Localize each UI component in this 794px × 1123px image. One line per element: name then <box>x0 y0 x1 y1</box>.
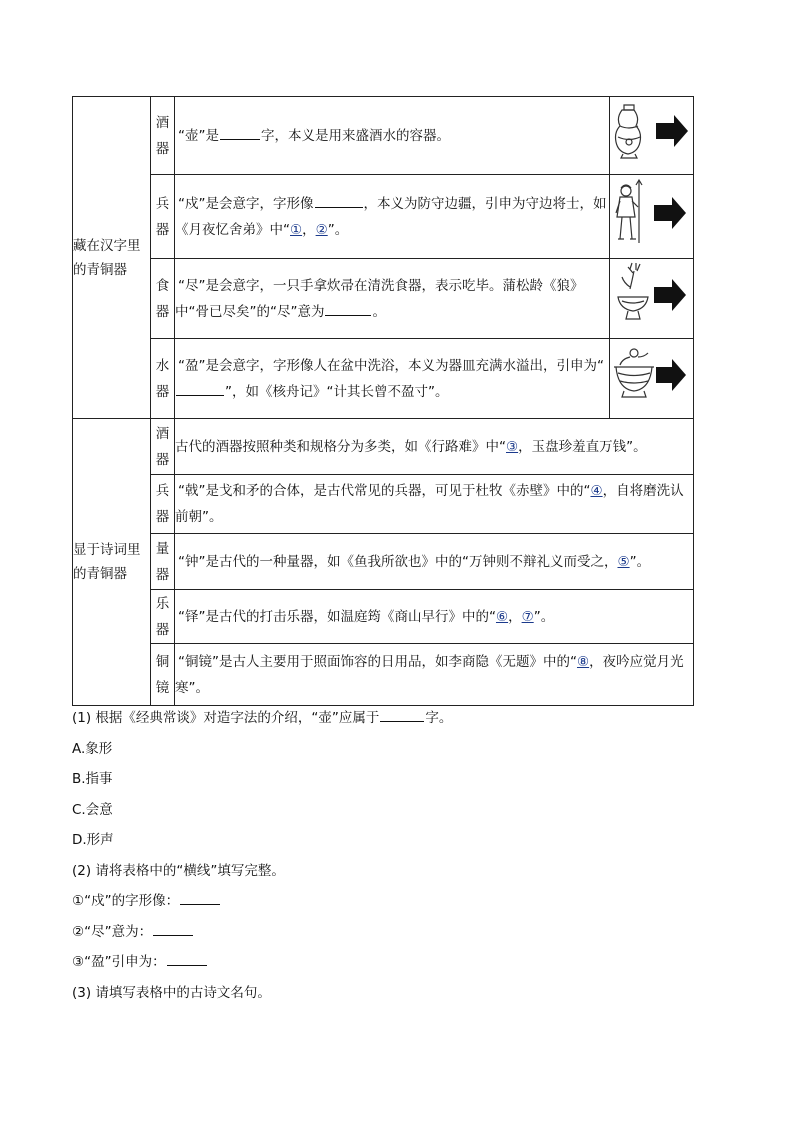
description-cell: “戟”是戈和矛的合体，是古代常见的兵器，可见于杜牧《赤壁》中的“④，自将磨洗认前朝”。 <box>175 475 694 534</box>
question-2-item: ①“戍”的字形像： <box>72 886 712 917</box>
question-2-item: ②“尽”意为： <box>72 917 712 948</box>
table-row <box>73 419 694 475</box>
description-cell: “尽”是会意字，一只手拿炊帚在清洗食器，表示吃毕。蒲松龄《狼》中“骨已尽矣”的“尽”意为 。 <box>175 259 610 339</box>
description-cell: “铜镜”是古人主要用于照面饰容的日用品，如李商隐《无题》中的“⑧，夜吟应觉月光寒”。 <box>175 644 694 706</box>
question-2-item: ③“盈”引申为： <box>72 947 712 978</box>
answer-blank[interactable] <box>380 707 424 722</box>
option-c[interactable]: C.会意 <box>72 801 113 818</box>
answer-blank[interactable] <box>176 381 224 396</box>
table-row <box>73 644 694 706</box>
table-row <box>73 590 694 644</box>
image-cell <box>610 175 694 259</box>
answer-blank[interactable] <box>315 193 363 208</box>
questions-section <box>72 703 712 1008</box>
soldier-icon <box>610 175 694 249</box>
table-row <box>73 175 694 259</box>
question-2: (2) 请将表格中的“横线”填写完整。 <box>72 862 285 879</box>
category-cell: 酒器 <box>151 97 175 175</box>
answer-blank[interactable] <box>167 951 207 966</box>
description-cell: “戍”是会意字，字形像 ，本义为防守边疆，引申为守边将士，如《月夜忆舍弟》中“①，②”。 <box>175 175 610 259</box>
answer-blank[interactable] <box>220 125 260 140</box>
table-row <box>73 475 694 534</box>
category-cell: 兵器 <box>151 475 175 534</box>
category-cell: 乐器 <box>151 590 175 644</box>
question-3: (3) 请填写表格中的古诗文名句。 <box>72 984 271 1001</box>
section-title-hanzi: 藏在汉字里的青铜器 <box>73 97 151 419</box>
option-a[interactable]: A.象形 <box>72 740 113 757</box>
description-cell: “钟”是古代的一种量器，如《鱼我所欲也》中的“万钟则不辩礼义而受之，⑤”。 <box>175 534 694 590</box>
answer-blank[interactable] <box>153 921 193 936</box>
bronze-table <box>72 96 694 706</box>
question-1: (1) 根据《经典常谈》对造字法的介绍，“壶”应属于 字。 <box>72 703 712 734</box>
table-row <box>73 259 694 339</box>
description-cell: “壶”是 字，本义是用来盛酒水的容器。 <box>175 97 610 175</box>
table-row <box>73 534 694 590</box>
option-b[interactable]: B.指事 <box>72 771 113 787</box>
option-d[interactable]: D.形声 <box>72 832 114 848</box>
food-vessel-icon <box>610 259 694 329</box>
image-cell <box>610 97 694 175</box>
image-cell <box>610 259 694 339</box>
answer-blank[interactable] <box>180 890 220 905</box>
section-title-poetry: 显于诗词里的青铜器 <box>73 419 151 706</box>
answer-blank[interactable] <box>325 301 371 316</box>
category-cell: 铜镜 <box>151 644 175 706</box>
category-cell: 兵器 <box>151 175 175 259</box>
category-cell: 食器 <box>151 259 175 339</box>
water-basin-icon <box>610 339 694 409</box>
category-cell: 酒器 <box>151 419 175 475</box>
image-cell <box>610 339 694 419</box>
wine-vessel-icon <box>610 97 694 165</box>
category-cell: 量器 <box>151 534 175 590</box>
description-cell: “铎”是古代的打击乐器，如温庭筠《商山早行》中的“⑥，⑦”。 <box>175 590 694 644</box>
description-cell: 古代的酒器按照种类和规格分为多类，如《行路难》中“③，玉盘珍羞直万钱”。 <box>175 419 694 475</box>
table-row <box>73 97 694 175</box>
table-row <box>73 339 694 419</box>
category-cell: 水器 <box>151 339 175 419</box>
description-cell: “盈”是会意字，字形像人在盆中洗浴，本义为器皿充满水溢出，引申为“”，如《核舟记》“计其长曾不盈寸”。 <box>175 339 610 419</box>
